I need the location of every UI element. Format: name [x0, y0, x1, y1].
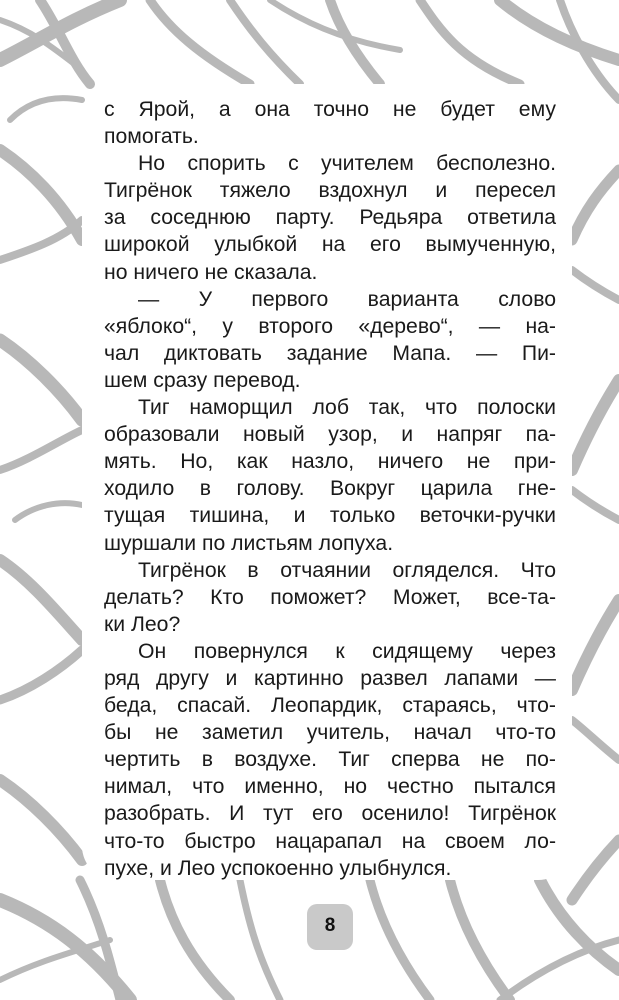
text-line: беда, спасай. Леопардик, стараясь, что-: [104, 694, 556, 718]
text-line: «яблоко“, у второго «дерево“, — на-: [104, 314, 556, 338]
text-line: но ничего не сказала.: [104, 260, 318, 284]
text-line: образовали новый узор, и напряг па-: [104, 423, 556, 447]
text-line: Тигрёнок тяжело вздохнул и пересел: [104, 179, 556, 203]
text-line: пухе, и Лео успокоенно улыбнулся.: [104, 856, 452, 880]
text-line: помогать.: [104, 125, 199, 149]
story-text: [104, 96, 556, 882]
text-line: чал диктовать задание Мапа. — Пи-: [104, 341, 556, 365]
text-line: шуршали по листьям лопуха.: [104, 531, 394, 555]
page-number: 8: [324, 915, 336, 936]
text-line: разобрать. И тут его осенило! Тигрёнок: [104, 802, 556, 826]
text-line: шем сразу перевод.: [104, 368, 301, 392]
text-line: за соседнюю парту. Редьяра ответила: [104, 206, 556, 230]
paragraph: [104, 638, 556, 882]
text-line: чертить в воздухе. Тиг сперва не по-: [104, 748, 556, 772]
page-number-badge: [307, 904, 353, 950]
paragraph: [104, 286, 556, 394]
text-line: Тиг наморщил лоб так, что полоски: [138, 396, 556, 420]
text-line: бы не заметил учитель, начал что-то: [104, 721, 556, 745]
text-line: широкой улыбкой на его вымученную,: [104, 233, 556, 257]
text-line: Он повернулся к сидящему через: [138, 639, 556, 663]
text-line: мять. Но, как назло, ничего не при-: [104, 450, 556, 474]
text-line: ходило в голову. Вокруг царила гне-: [104, 477, 556, 501]
text-line: тущая тишина, и только веточки-ручки: [104, 504, 556, 528]
paragraph: [104, 557, 556, 638]
paragraph: [104, 150, 556, 285]
text-line: — У первого варианта слово: [138, 287, 556, 311]
text-line: нимал, что именно, но честно пытался: [104, 775, 556, 799]
paragraph: [104, 96, 556, 150]
text-line: ряд другу и картинно развел лапами —: [104, 666, 556, 690]
text-line: делать? Кто поможет? Может, все-та-: [104, 585, 556, 609]
paragraph: [104, 394, 556, 557]
text-line: с Ярой, а она точно не будет ему: [104, 98, 556, 121]
text-line: что-то быстро нацарапал на своем ло-: [104, 829, 556, 853]
text-line: Но спорить с учителем бесполезно.: [138, 152, 556, 176]
text-line: ки Лео?: [104, 612, 181, 636]
text-line: Тигрёнок в отчаянии огляделся. Что: [138, 558, 556, 582]
